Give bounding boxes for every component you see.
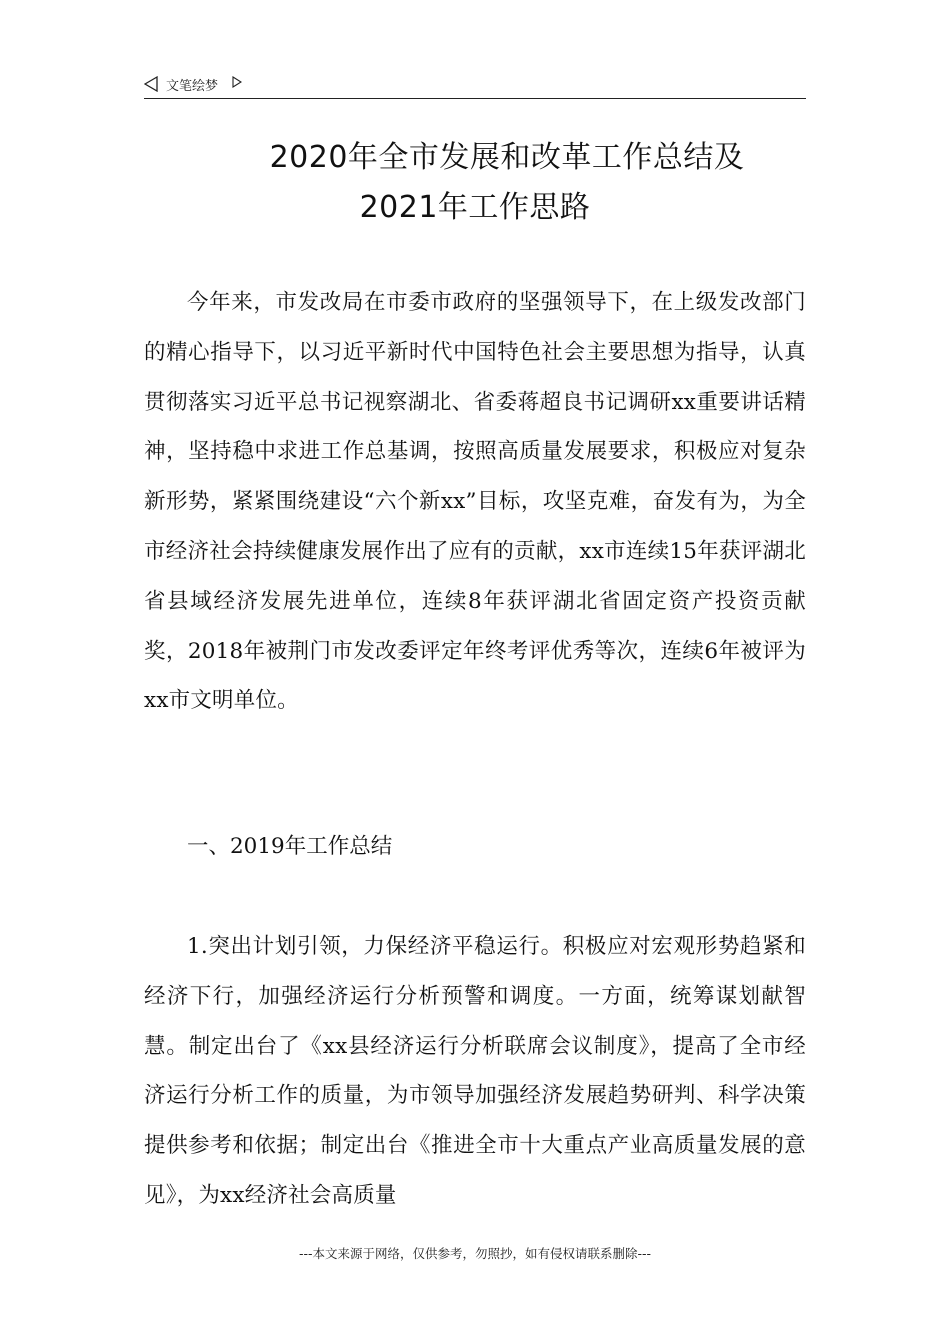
document-title-line-2: 2021年工作思路 [359,190,591,225]
triangle-right-icon [232,76,242,88]
section-paragraph: 1.突出计划引领，力保经济平稳运行。积极应对宏观形势趋紧和经济下行，加强经济运行分析预警和调度。一方面，统筹谋划献智慧。制定出台了《xx县经济运行分析联席会议制度》，提高了全市经济运行分析工作的质量，为市领导加强经济发展趋势研判、科学决策提供参考和依据；制定出台《推进全市十大重点产业高质量发展的意见》，为xx经济社会高质量 [144,934,806,1208]
section-heading: 一、2019年工作总结 [187,834,393,859]
page-header [144,72,806,99]
triangle-left-icon [144,76,158,92]
document-title-line-1: 2020年全市发展和改革工作总结及 [269,140,745,175]
footer-notice: ---本文来源于网络，仅供参考，勿照抄，如有侵权请联系删除--- [298,1246,652,1261]
intro-paragraph: 今年来，市发改局在市委市政府的坚强领导下，在上级发改部门的精心指导下，以习近平新时代中国特色社会主要思想为指导，认真贯彻落实习近平总书记视察湖北、省委蒋超良书记调研xx重要讲话精神，坚持稳中求进工作总基调，按照高质量发展要求，积极应对复杂新形势，紧紧围绕建设“六个新xx”目标，攻坚克难，奋发有为，为全市经济社会持续健康发展作出了应有的贡献，xx市连续15年获评湖北省县域经济发展先进单位，连续8年获评湖北省固定资产投资贡献奖，2018年被荆门市发改委评定年终考评优秀等次，连续6年被评为xx市文明单位。 [144,290,806,714]
header-brand: 文笔绘梦 [166,79,219,94]
